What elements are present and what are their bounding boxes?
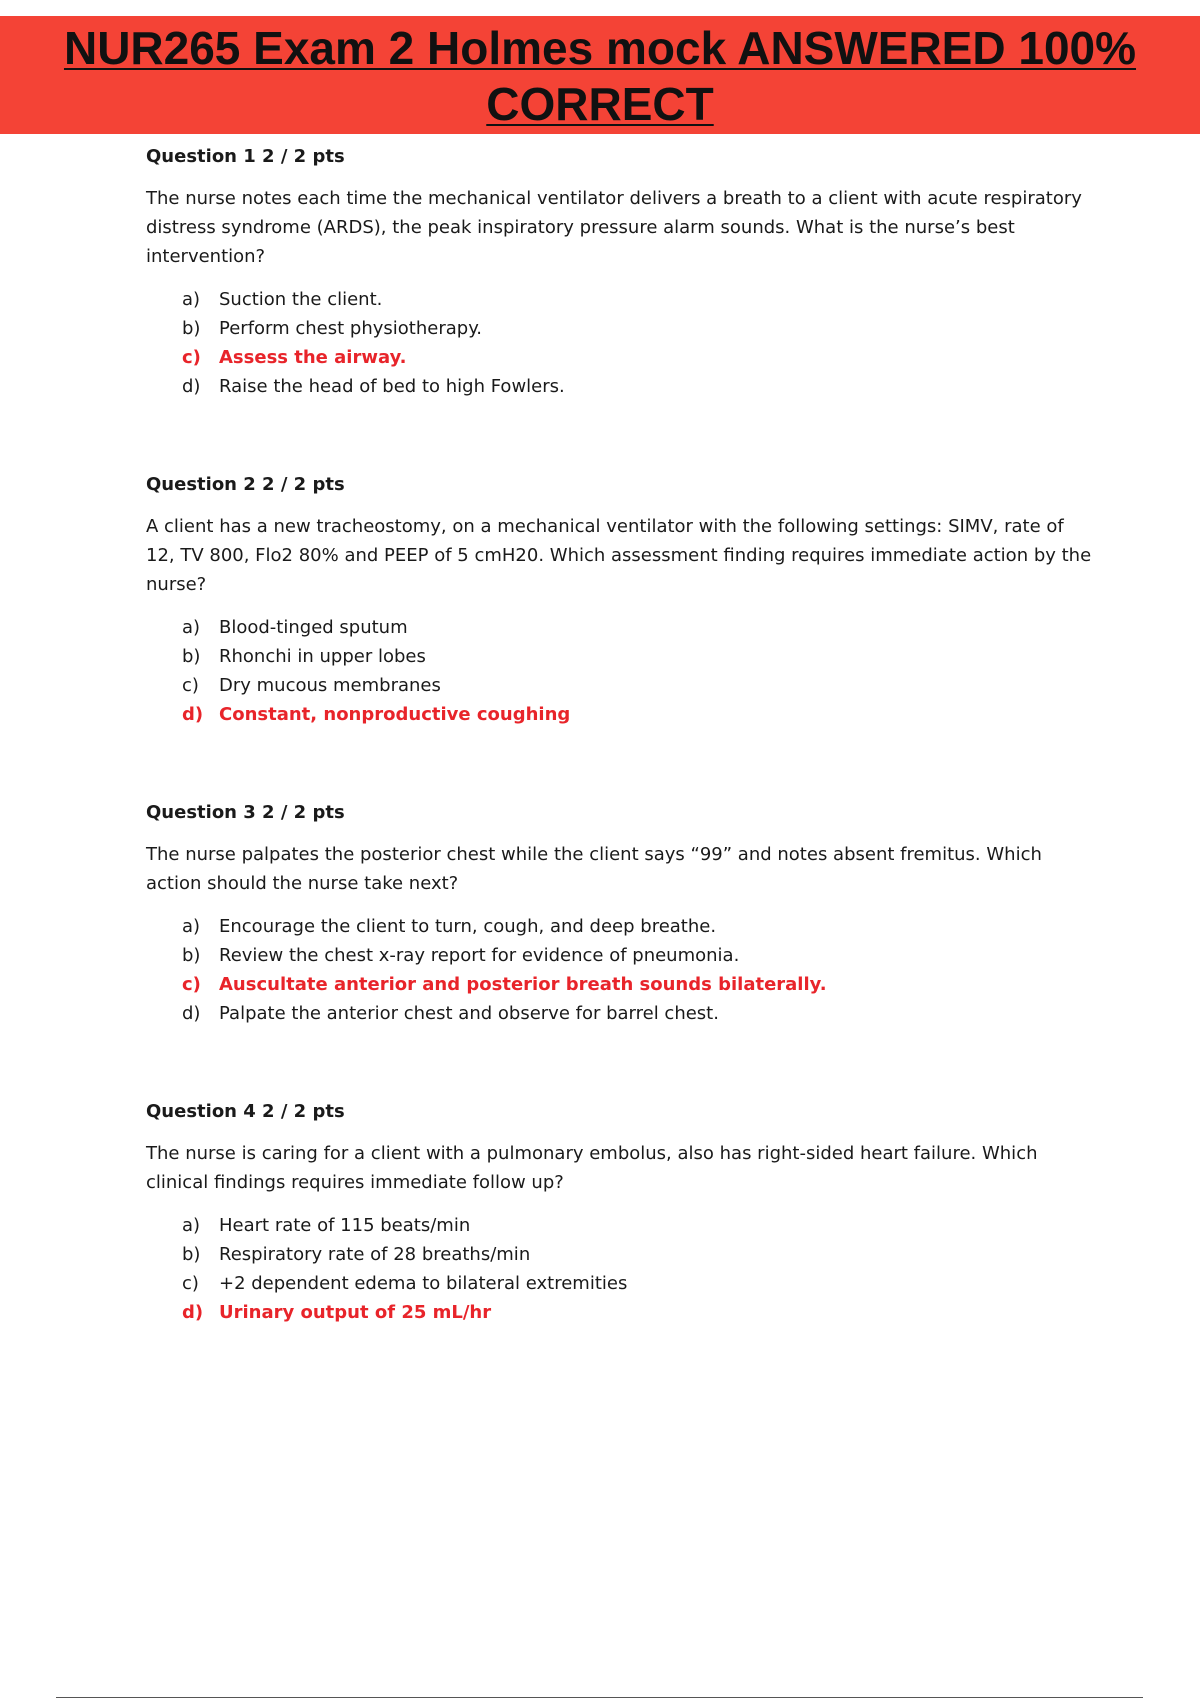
option-text: Urinary output of 25 mL/hr [219,1302,492,1323]
answer-option [182,1240,1096,1269]
answer-option [182,1269,1096,1298]
question-heading: Question 3 2 / 2 pts [146,802,345,823]
option-letter: d) [182,376,201,397]
question-heading: Question 4 2 / 2 pts [146,1101,345,1122]
option-letter: d) [182,1003,201,1024]
answer-option [182,1211,1096,1240]
answer-option-correct [182,700,1096,729]
question-3 [146,798,1096,1028]
option-letter: a) [182,916,201,937]
question-text: The nurse palpates the posterior chest while the client says “99” and notes absent fremitus. Which action should the nurse take next? [146,844,1042,894]
answer-option [182,314,1096,343]
option-text: Constant, nonproductive coughing [219,704,571,725]
option-text: Review the chest x-ray report for evidence of pneumonia. [219,945,740,966]
answer-option-correct [182,1298,1096,1327]
title-banner [0,16,1200,134]
answer-option [182,285,1096,314]
answer-option [182,941,1096,970]
question-2 [146,470,1096,729]
option-letter: c) [182,347,201,368]
page-footer-divider [56,1697,1143,1698]
answer-option [182,999,1096,1028]
question-heading: Question 2 2 / 2 pts [146,474,345,495]
question-4 [146,1097,1096,1327]
option-text: Assess the airway. [219,347,407,368]
question-text: A client has a new tracheostomy, on a mechanical ventilator with the following settings: SIMV, rate of 12, TV 800, Flo2 80% and PEEP of 5 cmH20. Which assessment finding requires immediate action by the nurse? [146,516,1092,595]
option-text: Palpate the anterior chest and observe for barrel chest. [219,1003,719,1024]
option-letter: b) [182,646,201,667]
question-heading: Question 1 2 / 2 pts [146,146,345,167]
answer-options [146,1211,1096,1327]
option-letter: d) [182,1302,204,1323]
question-text: The nurse is caring for a client with a pulmonary embolus, also has right-sided heart failure. Which clinical findings requires immediate follow up? [146,1143,1038,1193]
option-letter: a) [182,1215,201,1236]
option-letter: b) [182,318,201,339]
answer-options [146,912,1096,1028]
option-text: Suction the client. [219,289,383,310]
option-text: Perform chest physiotherapy. [219,318,482,339]
answer-option [182,912,1096,941]
option-letter: a) [182,617,201,638]
option-text: Blood-tinged sputum [219,617,408,638]
question-text: The nurse notes each time the mechanical ventilator delivers a breath to a client with acute respiratory distress syndrome (ARDS), the peak inspiratory pressure alarm sounds. What is the nurse’s best intervention? [146,188,1082,267]
answer-options [146,613,1096,729]
document-title-line-1: NUR265 Exam 2 Holmes mock ANSWERED 100% [63,22,1137,74]
document-title-line-2: CORRECT [486,78,714,130]
option-text: Encourage the client to turn, cough, and deep breathe. [219,916,717,937]
answer-option [182,372,1096,401]
answer-option-correct [182,970,1096,999]
option-letter: c) [182,675,199,696]
question-1 [146,142,1096,401]
option-text: Dry mucous membranes [219,675,441,696]
option-text: Respiratory rate of 28 breaths/min [219,1244,531,1265]
answer-options [146,285,1096,401]
answer-option [182,671,1096,700]
option-letter: d) [182,704,204,725]
option-letter: c) [182,974,201,995]
option-letter: c) [182,1273,199,1294]
option-text: Auscultate anterior and posterior breath sounds bilaterally. [219,974,827,995]
option-letter: b) [182,1244,201,1265]
option-text: Raise the head of bed to high Fowlers. [219,376,565,397]
option-text: Rhonchi in upper lobes [219,646,426,667]
option-letter: b) [182,945,201,966]
answer-option-correct [182,343,1096,372]
option-letter: a) [182,289,201,310]
answer-option [182,642,1096,671]
option-text: +2 dependent edema to bilateral extremities [219,1273,628,1294]
answer-option [182,613,1096,642]
option-text: Heart rate of 115 beats/min [219,1215,471,1236]
